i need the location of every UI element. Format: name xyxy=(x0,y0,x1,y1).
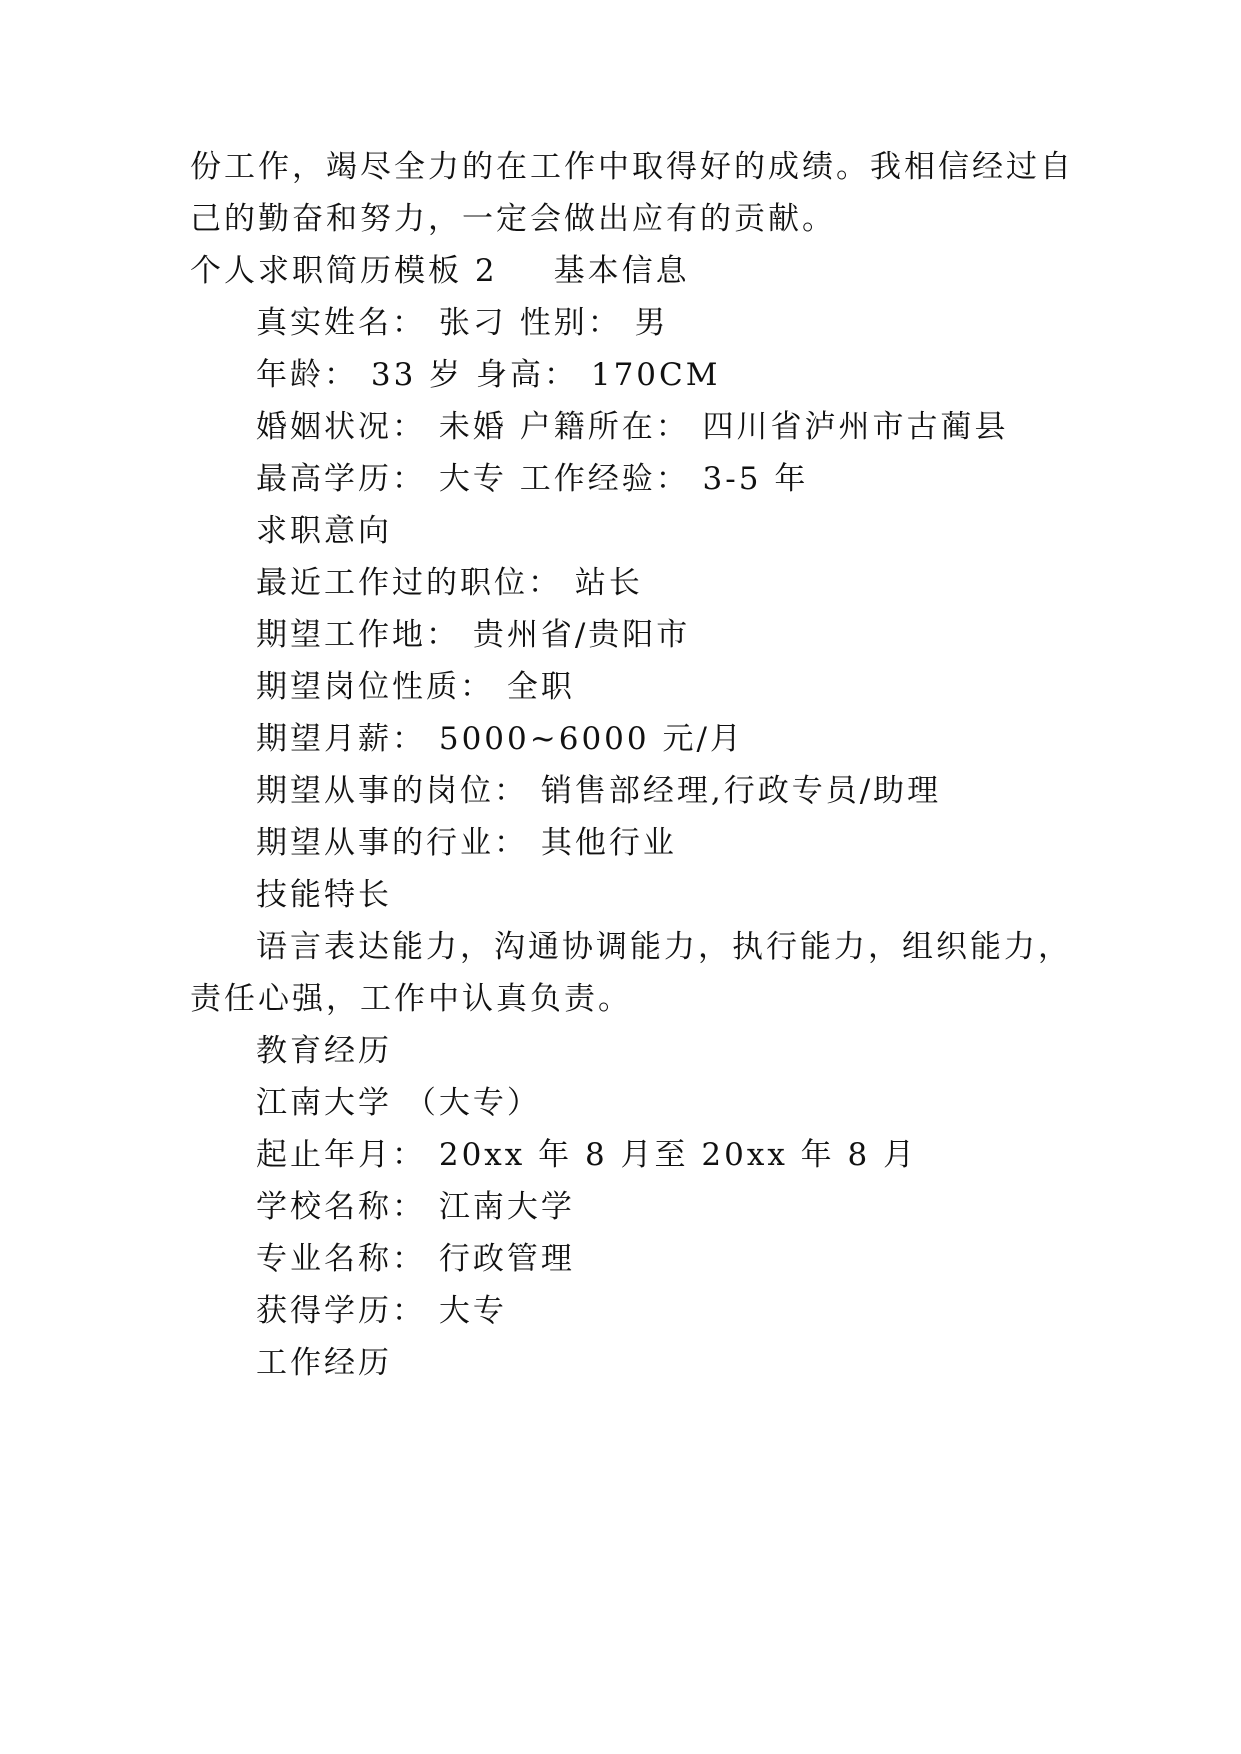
basic-info-age-height: 年龄： 33 岁 身高： 170CM xyxy=(256,357,721,393)
template-title: 个人求职简历模板 2 xyxy=(190,253,498,289)
job-intention-location: 期望工作地： 贵州省/贵阳市 xyxy=(256,617,691,653)
job-intention-industry: 期望从事的行业： 其他行业 xyxy=(256,825,677,861)
paragraph-continuation-line-2: 己的勤奋和努力，一定会做出应有的贡献。 xyxy=(190,201,836,237)
skills-line-1: 语言表达能力，沟通协调能力，执行能力，组织能力， xyxy=(256,929,1072,965)
education-school-degree: 江南大学 （大专） xyxy=(256,1085,541,1121)
work-heading: 工作经历 xyxy=(256,1345,392,1381)
education-major: 专业名称： 行政管理 xyxy=(256,1241,575,1277)
skills-heading: 技能特长 xyxy=(256,877,392,913)
job-intention-salary: 期望月薪： 5000~6000 元/月 xyxy=(256,721,744,757)
education-dates: 起止年月： 20xx 年 8 月至 20xx 年 8 月 xyxy=(256,1137,918,1173)
basic-info-education-experience: 最高学历： 大专 工作经验： 3-5 年 xyxy=(256,461,809,497)
job-intention-recent-position: 最近工作过的职位： 站长 xyxy=(256,565,643,601)
basic-info-name-gender: 真实姓名： 张刁 性别： 男 xyxy=(256,305,669,341)
education-school-name: 学校名称： 江南大学 xyxy=(256,1189,575,1225)
education-heading: 教育经历 xyxy=(256,1033,392,1069)
basic-info-marital-household: 婚姻状况： 未婚 户籍所在： 四川省泸州市古蔺县 xyxy=(256,409,1009,445)
paragraph-continuation-line-1: 份工作，竭尽全力的在工作中取得好的成绩。我相信经过自 xyxy=(190,149,1074,185)
template-title-row xyxy=(190,242,690,300)
education-degree-obtained: 获得学历： 大专 xyxy=(256,1293,507,1329)
job-intention-type: 期望岗位性质： 全职 xyxy=(256,669,575,705)
basic-info-heading: 基本信息 xyxy=(553,253,690,289)
job-intention-positions: 期望从事的岗位： 销售部经理,行政专员/助理 xyxy=(256,773,942,809)
skills-line-2: 责任心强，工作中认真负责。 xyxy=(190,981,632,1017)
job-intention-heading: 求职意向 xyxy=(256,513,392,549)
